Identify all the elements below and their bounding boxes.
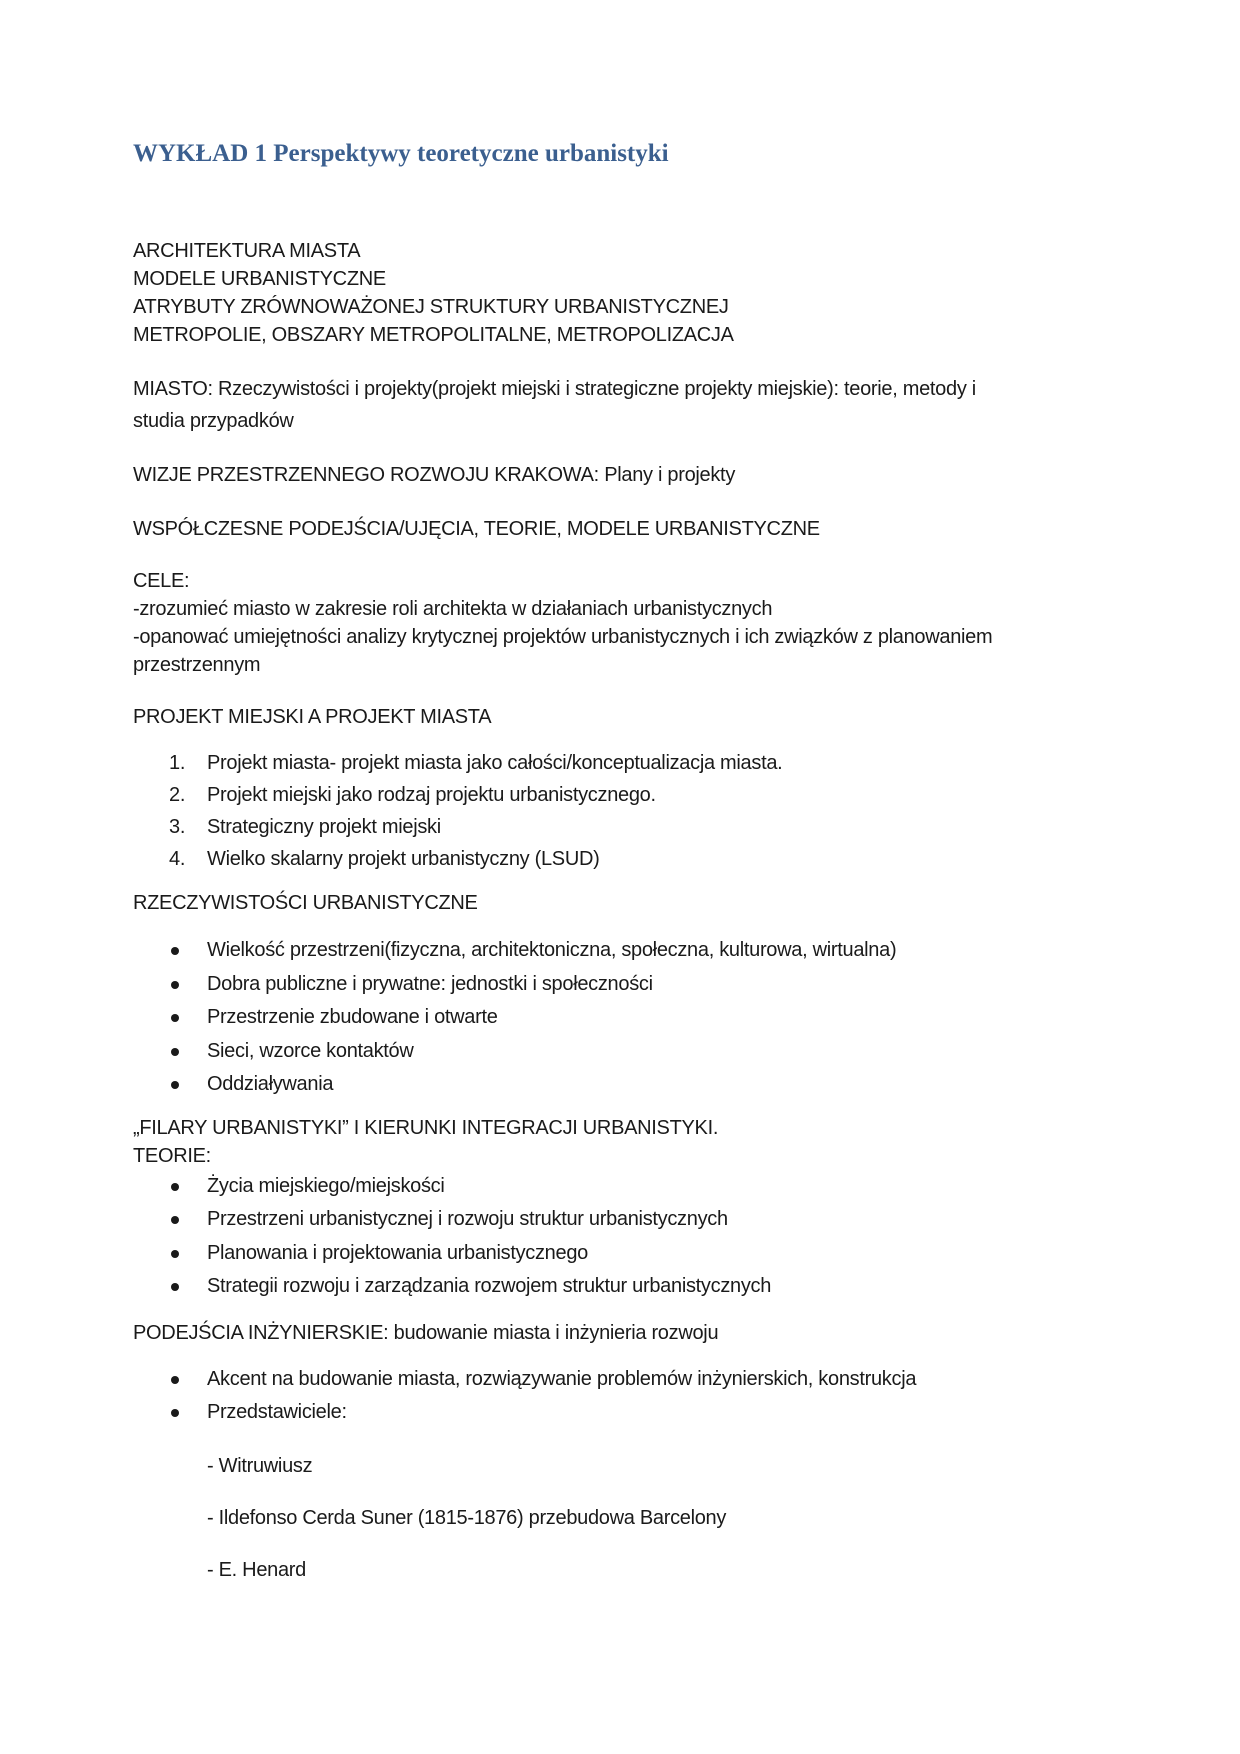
bullet-icon (171, 981, 179, 989)
list-item-text: Wielkość przestrzeni(fizyczna, architektoniczna, społeczna, kulturowa, wirtualna) (207, 939, 897, 961)
list-item (133, 1396, 1093, 1430)
bullet-icon (171, 947, 179, 955)
teorie-heading: TEORIE: (133, 1144, 211, 1167)
list-item-text: Projekt miejski jako rodzaj projektu urbanistycznego. (207, 784, 656, 806)
list-item-text: Przedstawiciele: (207, 1401, 347, 1423)
wizje-heading: WIZJE PRZESTRZENNEGO ROZWOJU KRAKOWA: Plany i projekty (133, 464, 736, 486)
list-item (133, 843, 1093, 875)
list-item-text: Sieci, wzorce kontaktów (207, 1039, 414, 1062)
list-item-text: Strategii rozwoju i zarządzania rozwojem struktur urbanistycznych (207, 1275, 772, 1297)
list-item (133, 1270, 1093, 1304)
list-item (133, 1035, 1093, 1069)
projekt-heading: PROJEKT MIEJSKI A PROJEKT MIASTA (133, 706, 492, 728)
cele-heading: CELE: (133, 570, 190, 592)
bullet-icon (171, 1216, 179, 1224)
list-item (133, 1068, 1093, 1102)
bullet-icon (171, 1376, 179, 1384)
przedstawiciele-list (133, 1450, 1093, 1586)
miasto-paragraph-line: studia przypadków (133, 410, 294, 432)
list-number: 4. (169, 848, 186, 870)
list-item (133, 1363, 1093, 1397)
intro-line: ARCHITEKTURA MIASTA (133, 240, 361, 262)
bullet-icon (171, 1409, 179, 1417)
cele-line: -zrozumieć miasto w zakresie roli architekta w działaniach urbanistycznych (133, 598, 773, 620)
list-item-text: Przestrzeni urbanistycznej i rozwoju struktur urbanistycznych (207, 1208, 728, 1230)
rzeczywistosci-heading: RZECZYWISTOŚCI URBANISTYCZNE (133, 892, 478, 914)
inzynierskie-heading: PODEJŚCIA INŻYNIERSKIE: budowanie miasta i inżynieria rozwoju (133, 1321, 719, 1344)
bullet-icon (171, 1250, 179, 1258)
lecture-title: WYKŁAD 1 Perspektywy teoretyczne urbanistyki (133, 140, 669, 167)
list-item-text: Życia miejskiego/miejskości (207, 1174, 445, 1197)
list-item (133, 1203, 1093, 1237)
list-item (133, 779, 1093, 811)
sub-item: - Witruwiusz (207, 1454, 313, 1477)
list-item-text: Planowania i projektowania urbanistycznego (207, 1241, 588, 1264)
sub-item: - E. Henard (207, 1558, 306, 1581)
intro-line: METROPOLIE, OBSZARY METROPOLITALNE, METROPOLIZACJA (133, 324, 734, 346)
list-item (133, 934, 1093, 968)
list-item-text: Akcent na budowanie miasta, rozwiązywanie problemów inżynierskich, konstrukcja (207, 1367, 917, 1390)
intro-line: ATRYBUTY ZRÓWNOWAŻONEJ STRUKTURY URBANISTYCZNEJ (133, 296, 729, 318)
list-item (133, 1001, 1093, 1035)
list-item (133, 811, 1093, 843)
sub-item: - Ildefonso Cerda Suner (1815-1876) przebudowa Barcelony (207, 1506, 727, 1529)
bullet-icon (171, 1014, 179, 1022)
cele-line: przestrzennym (133, 654, 261, 676)
list-number: 3. (169, 816, 186, 838)
intro-line: MODELE URBANISTYCZNE (133, 268, 386, 290)
list-item-text: Wielko skalarny projekt urbanistyczny (LSUD) (207, 848, 600, 870)
cele-block (133, 567, 1093, 679)
filary-heading: „FILARY URBANISTYKI” I KIERUNKI INTEGRACJI URBANISTYKI. (133, 1116, 719, 1139)
bullet-icon (171, 1048, 179, 1056)
list-item (133, 1237, 1093, 1271)
list-item (133, 968, 1093, 1002)
rzeczywistosci-list (133, 934, 1093, 1102)
list-item-text: Oddziaływania (207, 1073, 334, 1095)
miasto-paragraph-line: MIASTO: Rzeczywistości i projekty(projekt miejski i strategiczne projekty miejskie): teorie, metody i (133, 378, 976, 400)
teorie-list (133, 1170, 1093, 1304)
list-item-text: Projekt miasta- projekt miasta jako całości/konceptualizacja miasta. (207, 752, 783, 774)
bullet-icon (171, 1183, 179, 1191)
list-number: 1. (169, 752, 186, 774)
list-item (133, 747, 1093, 779)
list-item-text: Dobra publiczne i prywatne: jednostki i społeczności (207, 972, 653, 995)
inzynierskie-list (133, 1363, 1093, 1430)
bullet-icon (171, 1081, 179, 1089)
list-item-text: Strategiczny projekt miejski (207, 816, 441, 838)
projekt-list (133, 747, 1093, 875)
wspolczesne-heading: WSPÓŁCZESNE PODEJŚCIA/UJĘCIA, TEORIE, MODELE URBANISTYCZNE (133, 518, 820, 540)
document-content (133, 138, 1093, 1606)
intro-block (133, 237, 1093, 349)
list-item-text: Przestrzenie zbudowane i otwarte (207, 1006, 498, 1028)
cele-line: -opanować umiejętności analizy krytycznej projektów urbanistycznych i ich związków z planowaniem (133, 626, 993, 648)
list-number: 2. (169, 784, 186, 806)
bullet-icon (171, 1283, 179, 1291)
list-item (133, 1170, 1093, 1204)
